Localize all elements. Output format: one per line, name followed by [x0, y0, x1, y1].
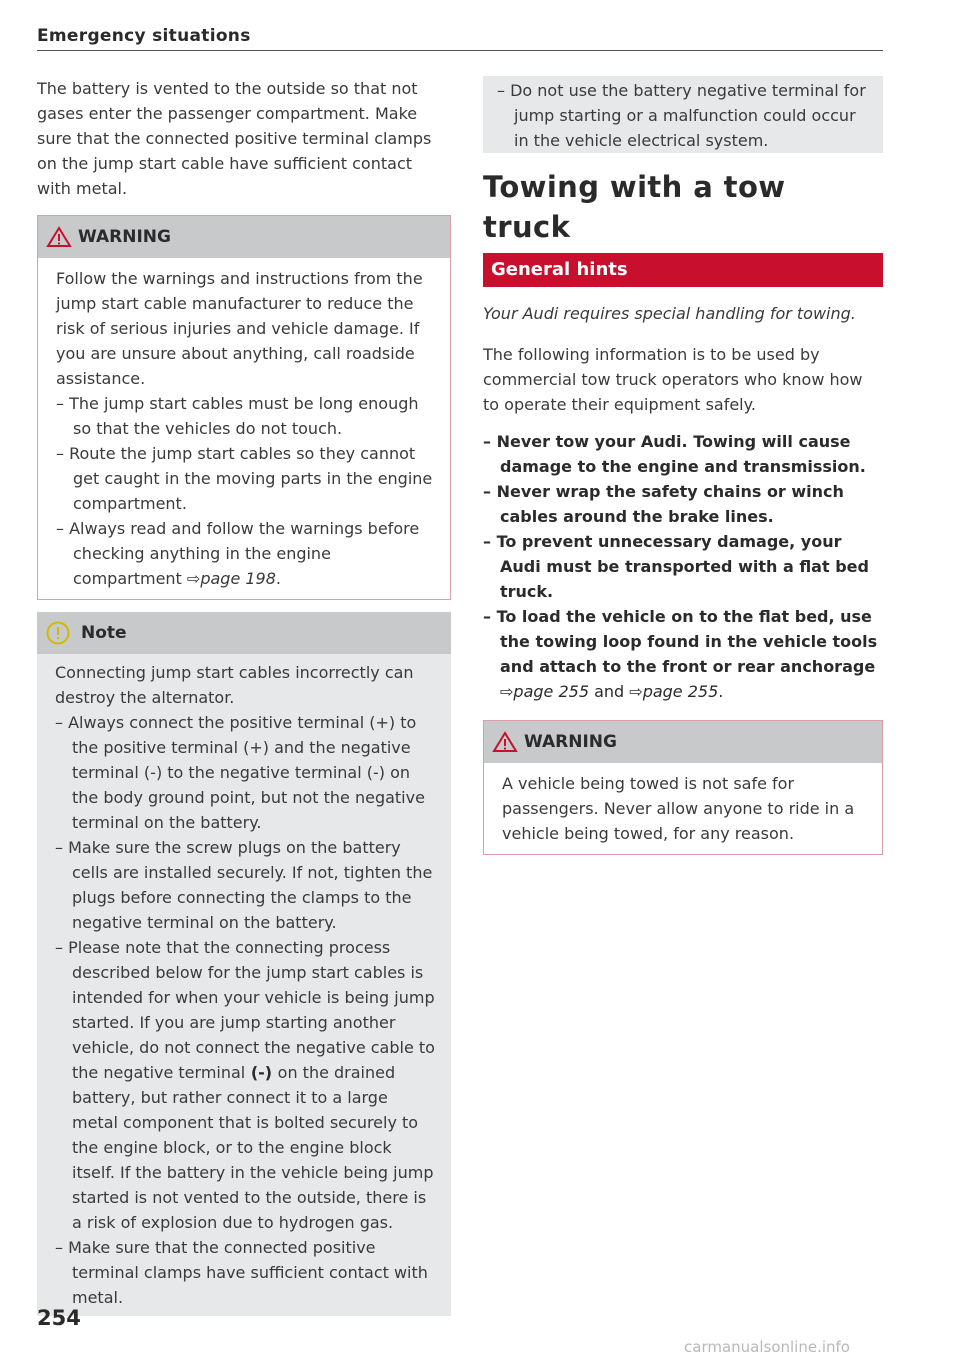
warning-triangle-icon [492, 731, 518, 753]
list-item: – Do not use the battery negative terminal for jump starting or a malfunction could occur in the vehicle electrical system. [497, 78, 873, 153]
list-item-text: on the drained battery, but rather connect it to a large metal component that is bolted securely to the engine block, or to the engine block itself. If the battery in the vehicle being jump started is not vented to the outside, there is a risk of explosion due to hydrogen gas. [72, 1063, 434, 1232]
list-item: – Never wrap the safety chains or winch cables around the brake lines. [483, 479, 883, 529]
page-number: 254 [37, 1306, 81, 1330]
body-paragraph: The following information is to be used by commercial tow truck operators who know how to operate their equipment safely. [483, 345, 863, 414]
section-heading: Towing with a tow truck [483, 170, 786, 244]
warning-box-jump-start [37, 215, 451, 600]
continued-list-box [483, 76, 883, 153]
warning-header [484, 721, 882, 763]
warning-body [38, 258, 450, 599]
page-reference-link[interactable]: page 255 [642, 682, 719, 701]
list-item [56, 516, 436, 591]
section-header: Emergency situations [37, 26, 251, 46]
left-column [37, 76, 451, 1316]
note-box [37, 612, 451, 1316]
note-header [37, 612, 451, 654]
list-item: – To prevent unnecessary damage, your Audi must be transported with a flat bed truck. [483, 529, 883, 604]
conjunction: and [589, 682, 630, 701]
list-item: – The jump start cables must be long enough so that the vehicles do not touch. [56, 391, 436, 441]
warning-header [38, 216, 450, 258]
right-column [483, 76, 883, 855]
note-text: Connecting jump start cables incorrectly can destroy the alternator. [55, 663, 414, 707]
list-item: – Never tow your Audi. Towing will cause damage to the engine and transmission. [483, 429, 883, 479]
warning-box-towing [483, 720, 883, 855]
warning-triangle-icon [46, 226, 72, 248]
arrow-icon: ⇨ [500, 682, 514, 701]
warning-title: WARNING [524, 731, 617, 752]
note-title: Note [81, 622, 127, 643]
note-body [37, 654, 451, 1316]
lead-paragraph: Your Audi requires special handling for towing. [483, 304, 856, 323]
list-item: – Always connect the positive terminal (+) to the positive terminal (+) and the negative terminal (-) to the negative terminal (-) on the body ground point, but not the negative terminal on the battery. [55, 710, 437, 835]
reference-line [500, 682, 723, 701]
page-reference-link[interactable]: page 255 [513, 682, 589, 701]
subsection-band: General hints [483, 253, 883, 287]
warning-text: A vehicle being towed is not safe for passengers. Never allow anyone to ride in a vehicle being towed, for any reason. [502, 774, 855, 843]
list-item [55, 935, 437, 1235]
warning-body [484, 763, 882, 854]
note-exclamation-icon [45, 620, 71, 646]
arrow-icon: ⇨ [629, 682, 643, 701]
towing-list [483, 429, 883, 704]
warning-text: Follow the warnings and instructions from the jump start cable manufacturer to reduce the risk of serious injuries and vehicle damage. If you are unsure about anything, call roadside assistance. [56, 269, 423, 388]
warning-list [56, 391, 436, 591]
list-item [483, 604, 883, 704]
continued-list [497, 78, 873, 153]
list-item: – Route the jump start cables so they cannot get caught in the moving parts in the engine compartment. [56, 441, 436, 516]
header-rule [37, 50, 883, 51]
intro-paragraph: The battery is vented to the outside so that not gases enter the passenger compartment. Make sure that the connected positive terminal clamps on the jump start cable have sufficient contact with metal. [37, 79, 432, 198]
list-item-end: . [718, 682, 724, 701]
watermark: carmanualsonline.info [684, 1338, 850, 1356]
arrow-icon: ⇨ [186, 569, 201, 588]
list-item-end: . [275, 569, 282, 588]
list-item-text: Always read and follow the warnings before checking anything in the engine compartment [69, 519, 420, 588]
list-item: – Make sure the screw plugs on the battery cells are installed securely. If not, tighten the plugs before connecting the clamps to the negative terminal on the battery. [55, 835, 437, 935]
page-reference-link[interactable]: page 198 [200, 569, 276, 588]
list-item-text: To load the vehicle on to the flat bed, use the towing loop found in the vehicle tools and attach to the front or rear anchorage [496, 607, 878, 676]
note-list [55, 710, 437, 1310]
list-item-text: Please note that the connecting process described below for the jump start cables is intended for when your vehicle is being jump started. If you are jump starting another vehicle, do not connect the negative cable to the negative terminal [68, 938, 435, 1082]
negative-symbol: (-) [245, 1063, 278, 1082]
list-item: – Make sure that the connected positive terminal clamps have sufficient contact with metal. [55, 1235, 437, 1310]
warning-title: WARNING [78, 226, 171, 247]
